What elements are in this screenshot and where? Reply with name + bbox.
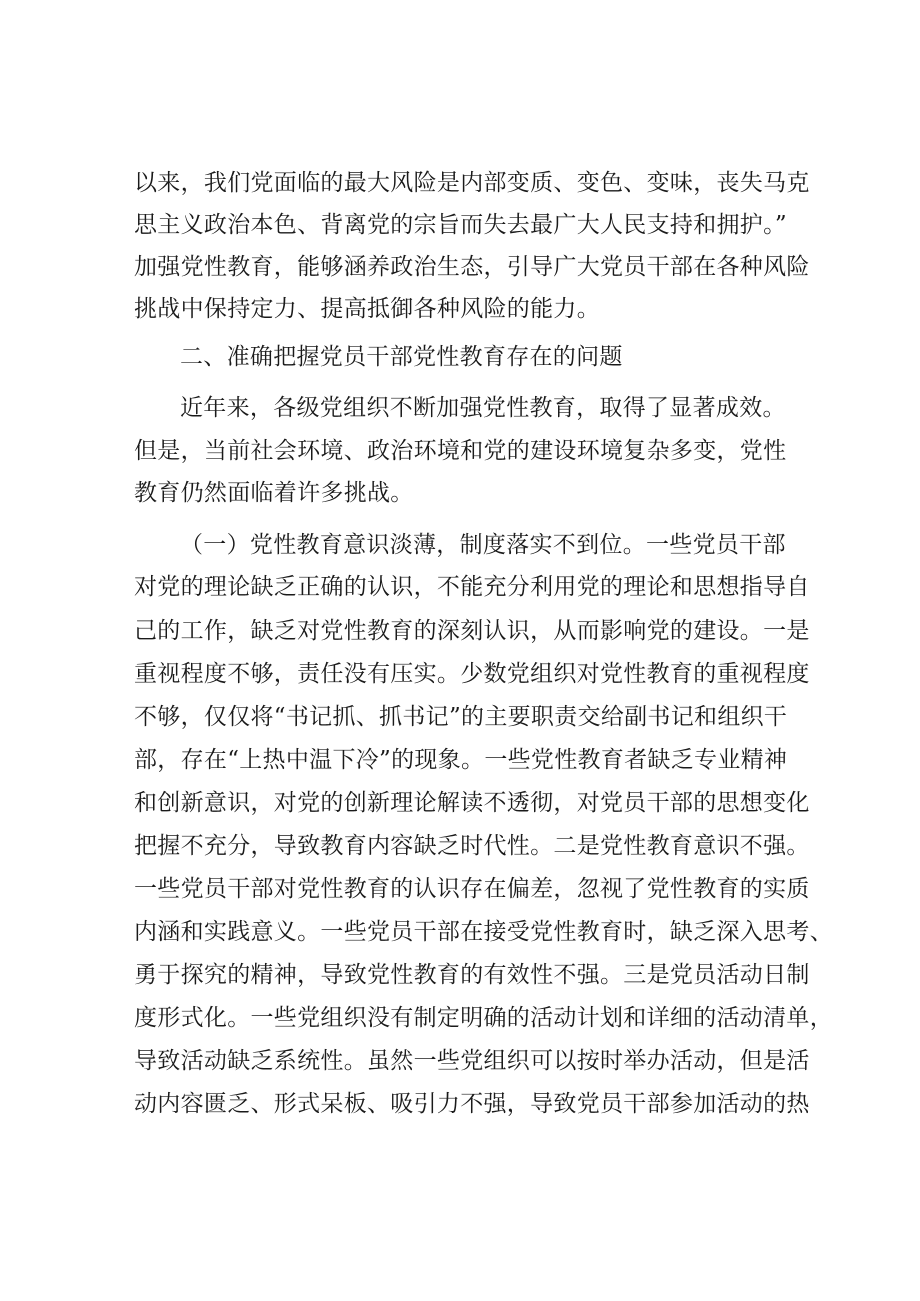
text-line: 勇于探究的精神，导致党性教育的有效性不强。三是党员活动日制: [134, 962, 810, 988]
text-line: 对党的理论缺乏正确的认识，不能充分利用党的理论和思想指导自: [134, 574, 810, 600]
text-line: 己的工作，缺乏对党性教育的深刻认识，从而影响党的建设。一是: [134, 618, 810, 644]
text-line: 动内容匮乏、形式呆板、吸引力不强，导致党员干部参加活动的热: [134, 1091, 810, 1117]
text-line: 重视程度不够，责任没有压实。少数党组织对党性教育的重视程度: [134, 661, 810, 687]
text-line: 思主义政治本色、背离党的宗旨而失去最广大人民支持和拥护。”: [134, 212, 787, 238]
section-heading: 二、准确把握党员干部党性教育存在的问题: [180, 344, 623, 370]
text-line: 以来，我们党面临的最大风险是内部变质、变色、变味，丧失马克: [134, 170, 810, 196]
text-line: 把握不充分，导致教育内容缺乏时代性。二是党性教育意识不强。: [134, 833, 810, 859]
subsection-heading: （一）党性教育意识淡薄，制度落实不到位。一些党员干部: [180, 532, 786, 558]
text-line: 度形式化。一些党组织没有制定明确的活动计划和详细的活动清单，: [134, 1005, 833, 1031]
text-line: 不够，仅仅将“书记抓、抓书记”的主要职责交给副书记和组织干: [134, 704, 788, 730]
text-line: 近年来，各级党组织不断加强党性教育，取得了显著成效。: [180, 395, 786, 421]
text-line: 一些党员干部对党性教育的认识存在偏差，忽视了党性教育的实质: [134, 876, 810, 902]
text-line: 挑战中保持定力、提高抵御各种风险的能力。: [134, 296, 600, 322]
text-line: 和创新意识，对党的创新理论解读不透彻，对党员干部的思想变化: [134, 790, 810, 816]
text-line: 加强党性教育，能够涵养政治生态，引导广大党员干部在各种风险: [134, 254, 810, 280]
text-line: 导致活动缺乏系统性。虽然一些党组织可以按时举办活动，但是活: [134, 1048, 810, 1074]
text-line: 但是，当前社会环境、政治环境和党的建设环境复杂多变，党性: [134, 438, 787, 464]
text-line: 部，存在“上热中温下冷”的现象。一些党性教育者缺乏专业精神: [134, 747, 788, 773]
text-line: 内涵和实践意义。一些党员干部在接受党性教育时，缺乏深入思考、: [134, 919, 833, 945]
text-line: 教育仍然面临着许多挑战。: [134, 480, 414, 506]
